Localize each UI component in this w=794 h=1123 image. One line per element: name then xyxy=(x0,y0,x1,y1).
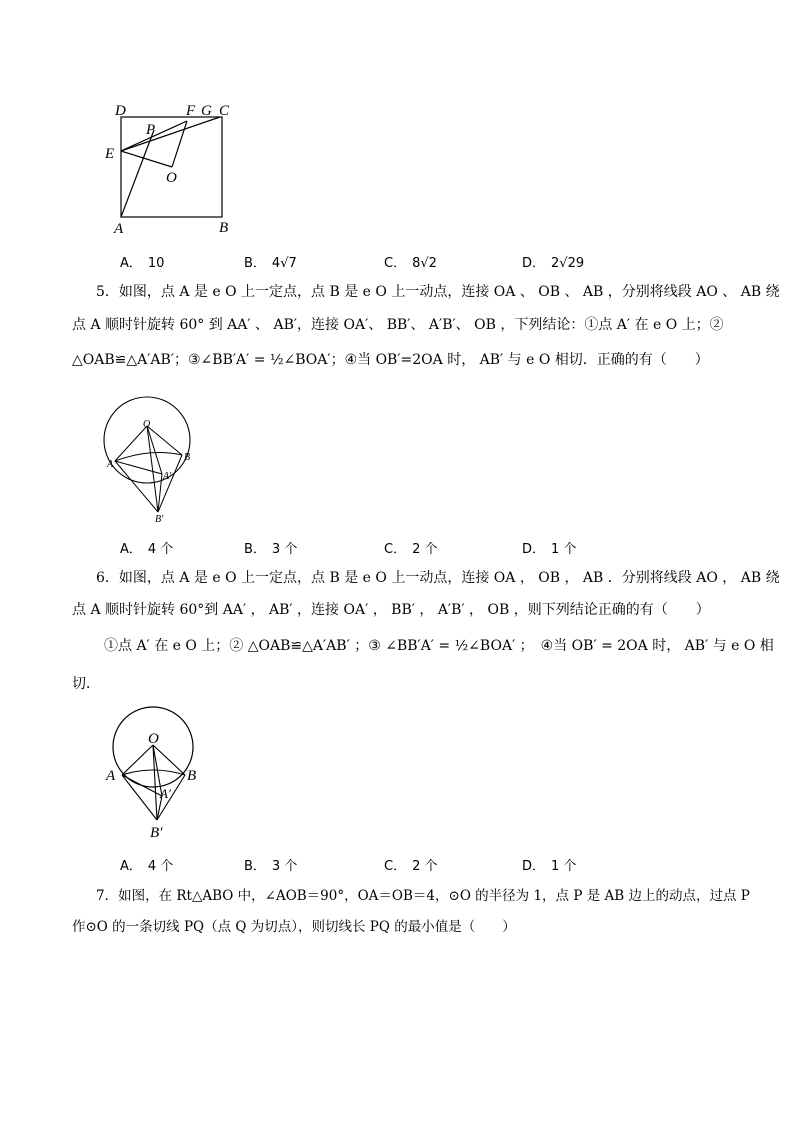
q5-text-line-2: 点 A 顺时针旋转 60° 到 AA′ 、 AB′，连接 OA′、 BB′、 A′B′、 OB ，下列结论：①点 A′ 在 e O 上；② xyxy=(72,317,724,333)
q4-option-c[interactable] xyxy=(384,252,437,271)
q6-option-a-letter: A． xyxy=(120,859,142,874)
q6-label-a: A xyxy=(106,768,116,784)
q5-label-a-prime: A′ xyxy=(163,471,172,482)
q6-text-line-1: 6．如图，点 A 是 e O 上一定点，点 B 是 e O 上一动点，连接 OA ， OB ， AB ．分别将线段 AO ， AB 绕 xyxy=(96,570,780,586)
q4-segment-fo xyxy=(172,121,187,167)
q5-segment-bb2 xyxy=(158,455,182,512)
q5-option-c[interactable] xyxy=(384,538,437,557)
q5-text-line-3: △OAB≌△A′AB′；③∠BB′A′ = ½∠BOA′；④当 OB′=2OA 时， AB′ 与 e O 相切．正确的有（ ） xyxy=(72,352,709,368)
q6-option-c-letter: C． xyxy=(384,859,407,874)
q6-segment-ab xyxy=(122,770,185,775)
q6-option-b-letter: B． xyxy=(244,859,266,874)
q5-option-d-letter: D． xyxy=(522,542,546,557)
q4-option-b[interactable] xyxy=(244,252,297,271)
q5-option-c-value: 2 个 xyxy=(412,542,438,557)
q5-text-line-1: 5．如图，点 A 是 e O 上一定点，点 B 是 e O 上一动点，连接 OA 、 OB 、 AB ，分别将线段 AO 、 AB 绕 xyxy=(96,284,780,300)
q4-option-b-letter: B． xyxy=(244,256,266,271)
q6-label-b: B xyxy=(187,768,197,784)
q4-option-d-value: 2√29 xyxy=(551,256,585,271)
q5-option-b-value: 3 个 xyxy=(271,542,298,557)
q4-option-d[interactable] xyxy=(522,252,584,271)
q4-segment-eg xyxy=(121,117,220,151)
q4-option-c-letter: C． xyxy=(384,256,407,271)
q4-label-p: P xyxy=(146,122,156,138)
q7-text-line-1: 7．如图，在 Rt△ABO 中，∠AOB＝90°，OA＝OB＝4，⊙O 的半径为 1，点 P 是 AB 边上的动点，过点 P xyxy=(96,888,750,904)
q5-segment-ab xyxy=(115,453,182,461)
q5-option-b-letter: B． xyxy=(244,542,266,557)
q6-segment-aa2 xyxy=(122,775,162,796)
q5-segment-ab2 xyxy=(115,461,158,512)
q6-option-d-value: 1 个 xyxy=(551,859,577,874)
q6-text-line-3: ①点 A′ 在 e O 上；② △OAB≌△A′AB′ ；③ ∠BB′A′ = ½∠BOA′ ； ④当 OB′ = 2OA 时， AB′ 与 e O 相 xyxy=(104,638,774,654)
q5-option-d-value: 1 个 xyxy=(551,542,577,557)
q4-option-c-value: 8√2 xyxy=(412,256,437,271)
q4-label-c: C xyxy=(219,103,230,119)
q6-label-a-prime: A′ xyxy=(160,786,171,801)
q5-figure xyxy=(100,382,210,527)
q5-option-d[interactable] xyxy=(522,538,576,557)
q5-segment-oa2 xyxy=(147,426,162,474)
q6-option-b[interactable] xyxy=(244,855,297,874)
q4-label-d: D xyxy=(115,103,126,119)
q5-option-a-value: 4 个 xyxy=(147,542,174,557)
q4-label-a: A xyxy=(114,221,124,236)
q4-segment-eo xyxy=(121,151,172,167)
q6-option-b-value: 3 个 xyxy=(271,859,298,874)
q4-label-o: O xyxy=(166,170,177,186)
q6-option-c[interactable] xyxy=(384,855,437,874)
q7-text-line-2: 作⊙O 的一条切线 PQ（点 Q 为切点），则切线长 PQ 的最小值是（ ） xyxy=(72,919,516,935)
q6-option-d[interactable] xyxy=(522,855,576,874)
q4-option-a-letter: A． xyxy=(120,256,142,271)
q6-text-line-4: 切． xyxy=(72,676,100,692)
q6-segment-ab2 xyxy=(122,775,157,820)
q5-segment-aa2 xyxy=(115,461,162,474)
q5-label-b: B xyxy=(184,452,191,463)
q4-option-a[interactable] xyxy=(120,252,164,271)
q6-label-b-prime: B′ xyxy=(150,825,163,841)
q6-figure xyxy=(100,703,210,843)
q4-label-f: F xyxy=(186,103,196,119)
q5-option-c-letter: C． xyxy=(384,542,407,557)
q5-option-b[interactable] xyxy=(244,538,297,557)
q4-option-b-value: 4√7 xyxy=(271,256,297,271)
q5-label-b-prime: B′ xyxy=(155,514,164,525)
q5-segment-ob xyxy=(147,426,182,455)
q6-option-a[interactable] xyxy=(120,855,173,874)
q4-label-b: B xyxy=(219,220,229,236)
q4-option-a-value: 10 xyxy=(147,256,165,271)
q4-label-e: E xyxy=(105,146,115,162)
q5-option-a-letter: A． xyxy=(120,542,142,557)
q5-label-o: O xyxy=(143,419,151,430)
q4-figure xyxy=(100,96,250,236)
q6-option-c-value: 2 个 xyxy=(412,859,438,874)
q6-option-a-value: 4 个 xyxy=(147,859,174,874)
q6-option-d-letter: D． xyxy=(522,859,546,874)
q6-label-o: O xyxy=(148,731,159,747)
q5-label-a: A xyxy=(107,459,114,470)
q4-option-d-letter: D． xyxy=(522,256,546,271)
q4-label-g: G xyxy=(201,103,212,119)
q6-text-line-2: 点 A 顺时针旋转 60°到 AA′ ， AB′ ，连接 OA′ ， BB′ ， A′B′ ， OB ，则下列结论正确的有（ ） xyxy=(72,602,710,618)
q5-option-a[interactable] xyxy=(120,538,173,557)
q5-segment-ob2 xyxy=(147,426,158,512)
